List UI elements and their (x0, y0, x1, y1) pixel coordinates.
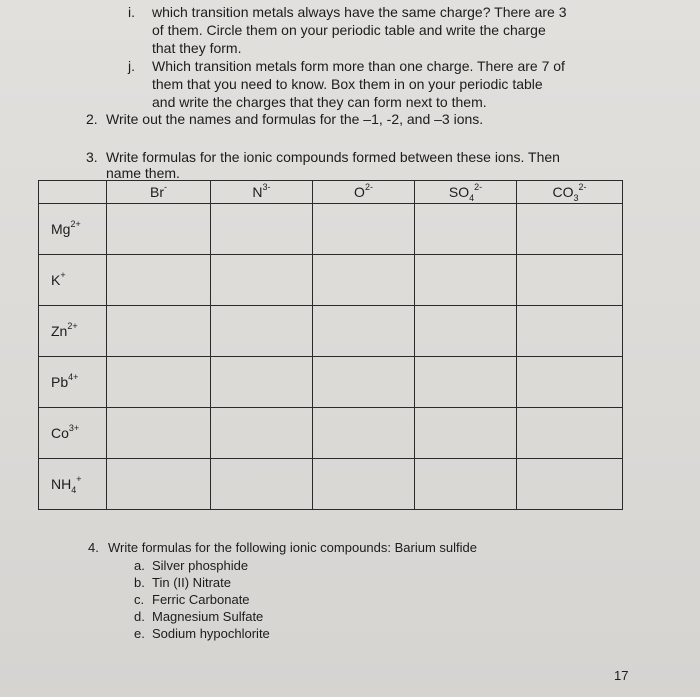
table-row (39, 204, 623, 255)
question-3-line-1: Write formulas for the ionic compounds formed between these ions. Then (106, 149, 560, 165)
table-row (39, 459, 623, 510)
answer-cell[interactable] (107, 204, 211, 255)
answer-cell[interactable] (517, 408, 623, 459)
answer-cell[interactable] (211, 255, 313, 306)
answer-cell[interactable] (107, 306, 211, 357)
answer-cell[interactable] (517, 204, 623, 255)
question-2-number: 2. (86, 111, 98, 127)
answer-cell[interactable] (415, 255, 517, 306)
page-number: 17 (614, 668, 629, 683)
question-3-line-2: name them. (106, 165, 180, 181)
answer-cell[interactable] (415, 408, 517, 459)
item-j-line-3: and write the charges that they can form next to them. (152, 94, 487, 110)
cation-label-magnesium: $Mg^{2+}$ (39, 204, 107, 255)
question-4-text: Write formulas for the following ionic compounds: Barium sulfide (108, 540, 477, 555)
q4-item-a-text: Silver phosphide (152, 558, 249, 573)
q4-item-c-letter: c. (134, 592, 145, 607)
table-row (39, 408, 623, 459)
question-3-number: 3. (86, 149, 98, 165)
anion-header-carbonate: $CO_3^{2-}$ (517, 181, 623, 204)
answer-cell[interactable] (313, 204, 415, 255)
q4-item-a-letter: a. (134, 558, 145, 573)
anion-header-bromide: Br- (107, 181, 211, 204)
answer-cell[interactable] (313, 357, 415, 408)
q4-item-e-letter: e. (134, 626, 145, 641)
ion-table (38, 180, 623, 510)
item-i-line-1: which transition metals always have the same charge? There are 3 (152, 4, 567, 20)
answer-cell[interactable] (313, 408, 415, 459)
answer-cell[interactable] (211, 408, 313, 459)
q4-item-d-letter: d. (134, 609, 145, 624)
cation-label-lead: $Pb^{4+}$ (39, 357, 107, 408)
anion-header-oxide: $O^{2-}$ (313, 181, 415, 204)
answer-cell[interactable] (313, 306, 415, 357)
cation-label-ammonium: $NH_4^+$ (39, 459, 107, 510)
ion-table-corner-cell (39, 181, 107, 204)
answer-cell[interactable] (415, 306, 517, 357)
answer-cell[interactable] (517, 357, 623, 408)
item-i-number: i. (128, 4, 135, 20)
answer-cell[interactable] (211, 306, 313, 357)
answer-cell[interactable] (415, 459, 517, 510)
answer-cell[interactable] (415, 357, 517, 408)
anion-header-sulfate: $SO_4^{2-}$ (415, 181, 517, 204)
item-j-line-1: Which transition metals form more than one charge. There are 7 of (152, 58, 565, 74)
table-row (39, 306, 623, 357)
cation-label-zinc: $Zn^{2+}$ (39, 306, 107, 357)
answer-cell[interactable] (107, 408, 211, 459)
answer-cell[interactable] (107, 255, 211, 306)
q4-item-b-letter: b. (134, 575, 145, 590)
answer-cell[interactable] (107, 357, 211, 408)
q4-item-b-text: Tin (II) Nitrate (152, 575, 231, 590)
answer-cell[interactable] (415, 204, 517, 255)
cation-label-cobalt: $Co^{3+}$ (39, 408, 107, 459)
q4-item-c-text: Ferric Carbonate (152, 592, 250, 607)
answer-cell[interactable] (211, 357, 313, 408)
q4-item-e-text: Sodium hypochlorite (152, 626, 270, 641)
answer-cell[interactable] (517, 459, 623, 510)
answer-cell[interactable] (211, 459, 313, 510)
answer-cell[interactable] (107, 459, 211, 510)
item-j-number: j. (128, 58, 135, 74)
answer-cell[interactable] (517, 255, 623, 306)
item-i-line-3: that they form. (152, 40, 242, 56)
cation-label-potassium: K+ (39, 255, 107, 306)
answer-cell[interactable] (313, 255, 415, 306)
q4-item-d-text: Magnesium Sulfate (152, 609, 264, 624)
answer-cell[interactable] (313, 459, 415, 510)
question-2-text: Write out the names and formulas for the –1, -2, and –3 ions. (106, 111, 484, 127)
ion-table-header-row (39, 181, 623, 204)
answer-cell[interactable] (517, 306, 623, 357)
item-i-line-2: of them. Circle them on your periodic table and write the charge (152, 22, 546, 38)
table-row (39, 255, 623, 306)
item-j-line-2: them that you need to know. Box them in on your periodic table (152, 76, 543, 92)
question-4-number: 4. (88, 540, 99, 555)
table-row (39, 357, 623, 408)
anion-header-nitride: $N^{3-}$ (211, 181, 313, 204)
answer-cell[interactable] (211, 204, 313, 255)
